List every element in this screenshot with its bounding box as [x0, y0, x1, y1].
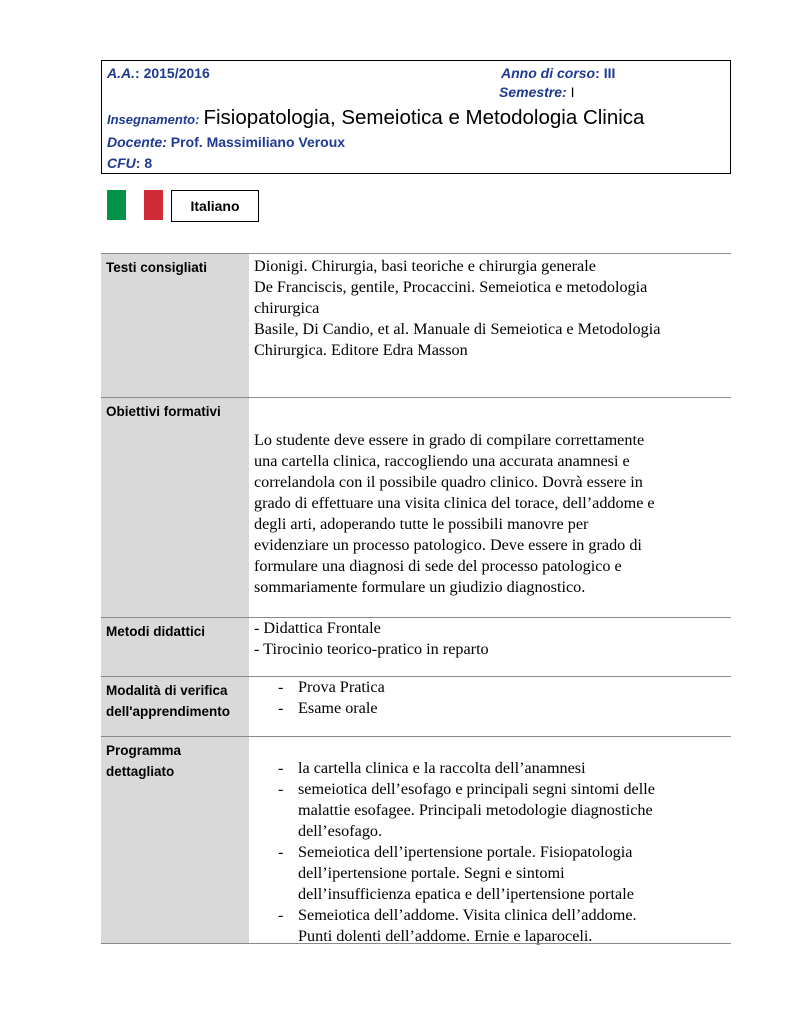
text-line: sommariamente formulare un giudizio diagnostico.: [254, 578, 586, 596]
content-metodi: [254, 618, 729, 660]
label-metodi: [101, 618, 249, 677]
teacher-value: Prof. Massimiliano Veroux: [170, 134, 346, 150]
row-testi: [101, 253, 731, 398]
label-modalita: [101, 677, 249, 737]
course-year-label: Anno di corso: [501, 65, 596, 81]
text-line: grado di effettuare una visita clinica del torace, dell’addome e: [254, 494, 655, 512]
course-name-value: Fisiopatologia, Semeiotica e Metodologia Clinica: [203, 106, 645, 129]
course-name-label: Insegnamento:: [107, 112, 200, 127]
text-line: formulare una diagnosi di sede del processo patologico e: [254, 557, 622, 575]
list-item: [254, 758, 729, 779]
credits: CFU: 8: [107, 155, 153, 171]
language-button[interactable]: [171, 190, 259, 222]
teacher-label: Docente:: [107, 134, 167, 150]
verification-list: [254, 677, 729, 719]
semester-value: I: [570, 84, 575, 100]
credits-label: CFU: [107, 155, 136, 171]
course-name: [107, 106, 644, 130]
text-line: degli arti, adoperando tutte le possibili manovre per: [254, 515, 589, 533]
program-list: [254, 758, 729, 947]
table-bottom-border: [101, 943, 731, 944]
flag-red-stripe: [144, 190, 163, 220]
content-obiettivi: [254, 430, 729, 598]
academic-year: A.A.: 2015/2016: [107, 65, 210, 81]
text-line: malattie esofagee. Principali metodologie diagnostiche: [298, 801, 653, 819]
list-item: - Esame orale: [254, 698, 729, 719]
text-line: Lo studente deve essere in grado di compilare correttamente: [254, 431, 645, 449]
flag-green-stripe: [107, 190, 126, 220]
row-obiettivi: [101, 397, 731, 618]
language-label: Italiano: [190, 198, 240, 214]
course-year: Anno di corso: III: [501, 65, 616, 81]
italian-flag-icon: [107, 190, 163, 220]
content-programma: [254, 758, 729, 947]
label-programma-line: dettagliato: [106, 764, 175, 779]
teacher: [107, 134, 345, 150]
text-line: De Franciscis, gentile, Procaccini. Semeiotica e metodologia: [254, 278, 648, 296]
academic-year-value: 2015/2016: [143, 65, 210, 81]
list-item: [254, 779, 729, 842]
list-item: - Prova Pratica: [254, 677, 729, 698]
text-line: una cartella clinica, raccogliendo una accurata anamnesi e: [254, 452, 630, 470]
list-item: [254, 842, 729, 905]
label-obiettivi: [101, 398, 249, 618]
semester: [499, 84, 574, 100]
label-obiettivi-text: Obiettivi formativi: [106, 404, 221, 419]
label-modalita-line: dell'apprendimento: [106, 704, 230, 719]
content-modalita: [254, 677, 729, 719]
text-line: - semeiotica dell’esofago e principali segni sintomi delle: [298, 780, 655, 798]
text-line: dell’insufficienza epatica e dell’ipertensione portale: [298, 885, 634, 903]
semester-label: Semestre:: [499, 84, 567, 100]
text-line: dell’ipertensione portale. Segni e sintomi: [298, 864, 565, 882]
list-item: [254, 905, 729, 947]
text-line: dell’esofago.: [298, 822, 383, 840]
text-line: Punti dolenti dell’addome. Ernie e laparoceli.: [298, 927, 593, 945]
label-testi-text: Testi consigliati: [106, 260, 208, 275]
text-line: - Semeiotica dell’ipertensione portale. Fisiopatologia: [298, 843, 633, 861]
text-line: Chirurgica. Editore Edra Masson: [254, 341, 468, 359]
label-modalita-line: Modalità di verifica: [106, 683, 228, 698]
text-line: - Tirocinio teorico-pratico in reparto: [254, 640, 489, 658]
credits-value: 8: [144, 155, 153, 171]
label-metodi-text: Metodi didattici: [106, 624, 205, 639]
text-line: Dionigi. Chirurgia, basi teoriche e chirurgia generale: [254, 257, 596, 275]
label-programma-line: Programma: [106, 743, 182, 758]
text-line: chirurgica: [254, 299, 320, 317]
text-line: - Semeiotica dell’addome. Visita clinica dell’addome.: [298, 906, 637, 924]
row-modalita: [101, 676, 731, 737]
row-programma: [101, 736, 731, 944]
course-year-value: III: [603, 65, 616, 81]
flag-white-stripe: [126, 190, 145, 220]
content-testi: [254, 256, 729, 361]
text-line: Basile, Di Candio, et al. Manuale di Semeiotica e Metodologia: [254, 320, 661, 338]
academic-year-label: A.A.: [107, 65, 135, 81]
label-testi: [101, 254, 249, 398]
text-line: evidenziare un processo patologico. Deve essere in grado di: [254, 536, 642, 554]
row-metodi: [101, 617, 731, 677]
label-programma: [101, 737, 249, 944]
text-line: correlandola con il possibile quadro clinico. Dovrà essere in: [254, 473, 643, 491]
text-line: - Didattica Frontale: [254, 619, 381, 637]
course-header: [101, 60, 731, 174]
text-line: - la cartella clinica e la raccolta dell’anamnesi: [298, 759, 586, 777]
